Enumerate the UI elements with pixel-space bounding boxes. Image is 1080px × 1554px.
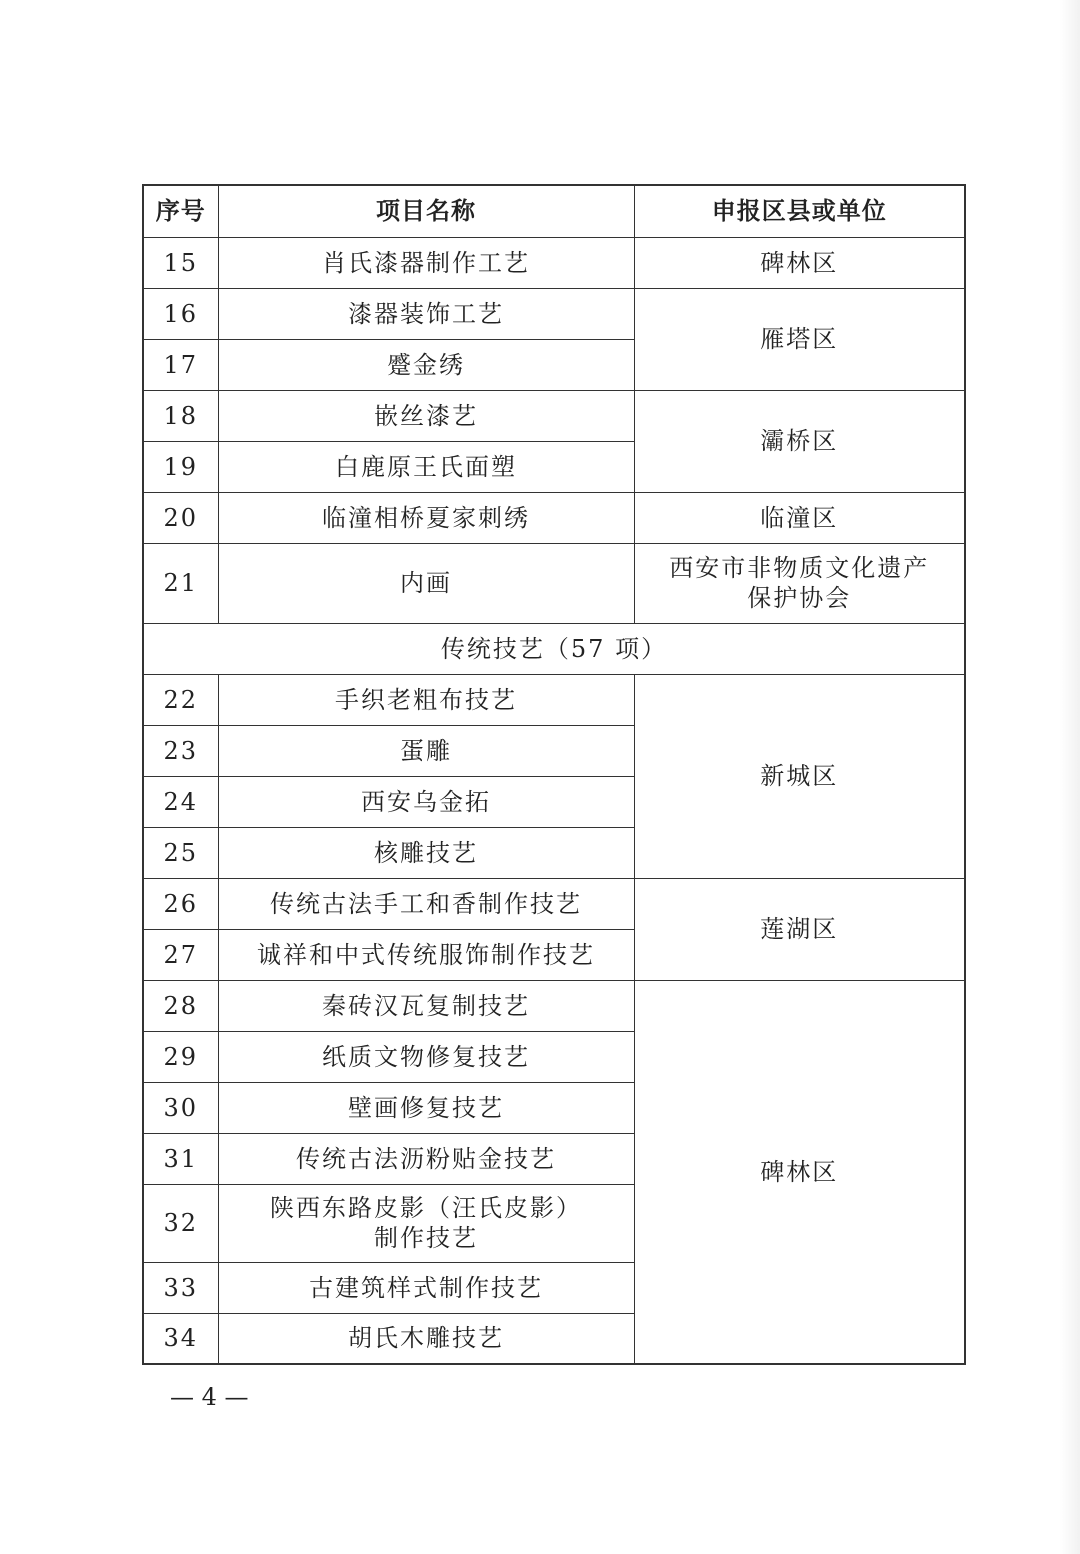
table-row (143, 237, 965, 288)
seq-cell: 21 (143, 543, 218, 623)
seq-cell: 27 (143, 929, 218, 980)
project-name-line: 陕西东路皮影（汪氏皮影） (270, 1194, 582, 1222)
seq-cell: 30 (143, 1082, 218, 1133)
seq-cell: 24 (143, 776, 218, 827)
applicant-unit-cell: 灞桥区 (634, 390, 965, 492)
project-name-cell: 秦砖汉瓦复制技艺 (218, 980, 634, 1031)
project-name-cell: 临潼相桥夏家刺绣 (218, 492, 634, 543)
seq-cell: 19 (143, 441, 218, 492)
seq-cell: 26 (143, 878, 218, 929)
applicant-unit-cell: 新城区 (634, 674, 965, 878)
applicant-unit-cell: 莲湖区 (634, 878, 965, 980)
table-header-row (143, 185, 965, 237)
seq-cell: 23 (143, 725, 218, 776)
project-name-line: 制作技艺 (374, 1224, 478, 1252)
seq-cell: 20 (143, 492, 218, 543)
project-name-cell: 传统古法手工和香制作技艺 (218, 878, 634, 929)
table-row (143, 288, 965, 339)
page-number: — 4 — (170, 1383, 249, 1411)
applicant-unit-cell: 碑林区 (634, 237, 965, 288)
applicant-unit-cell: 临潼区 (634, 492, 965, 543)
header-applicant-unit: 申报区县或单位 (634, 185, 965, 237)
project-name-cell: 手织老粗布技艺 (218, 674, 634, 725)
applicant-unit-cell (634, 543, 965, 623)
applicant-unit-cell: 雁塔区 (634, 288, 965, 390)
seq-cell: 32 (143, 1184, 218, 1262)
seq-cell: 29 (143, 1031, 218, 1082)
seq-cell: 28 (143, 980, 218, 1031)
project-name-cell: 漆器装饰工艺 (218, 288, 634, 339)
project-name-cell: 纸质文物修复技艺 (218, 1031, 634, 1082)
project-name-cell: 蛋雕 (218, 725, 634, 776)
section-header-row (143, 623, 965, 674)
project-name-cell: 嵌丝漆艺 (218, 390, 634, 441)
section-title-traditional-skills: 传统技艺（57 项） (143, 623, 965, 674)
page-edge-shadow (1060, 0, 1080, 1554)
project-name-cell: 白鹿原王氏面塑 (218, 441, 634, 492)
project-name-cell: 内画 (218, 543, 634, 623)
table-row (143, 492, 965, 543)
project-name-cell: 西安乌金拓 (218, 776, 634, 827)
seq-cell: 22 (143, 674, 218, 725)
seq-cell: 16 (143, 288, 218, 339)
seq-cell: 18 (143, 390, 218, 441)
project-name-cell: 古建筑样式制作技艺 (218, 1262, 634, 1313)
table-row (143, 674, 965, 725)
table-row (143, 543, 965, 623)
table-row (143, 878, 965, 929)
project-name-cell: 蹙金绣 (218, 339, 634, 390)
header-project-name: 项目名称 (218, 185, 634, 237)
project-name-cell: 诚祥和中式传统服饰制作技艺 (218, 929, 634, 980)
header-seq: 序号 (143, 185, 218, 237)
applicant-unit-cell: 碑林区 (634, 980, 965, 1364)
project-name-cell: 壁画修复技艺 (218, 1082, 634, 1133)
project-name-cell: 胡氏木雕技艺 (218, 1313, 634, 1364)
project-name-cell: 核雕技艺 (218, 827, 634, 878)
applicant-unit-line: 西安市非物质文化遗产 (669, 554, 930, 582)
seq-cell: 17 (143, 339, 218, 390)
table-row (143, 390, 965, 441)
applicant-unit-line: 保护协会 (747, 584, 852, 612)
seq-cell: 15 (143, 237, 218, 288)
project-name-cell (218, 1184, 634, 1262)
heritage-project-table (142, 184, 966, 1365)
seq-cell: 31 (143, 1133, 218, 1184)
seq-cell: 33 (143, 1262, 218, 1313)
project-name-cell: 肖氏漆器制作工艺 (218, 237, 634, 288)
table-row (143, 980, 965, 1031)
seq-cell: 34 (143, 1313, 218, 1364)
project-name-cell: 传统古法沥粉贴金技艺 (218, 1133, 634, 1184)
seq-cell: 25 (143, 827, 218, 878)
